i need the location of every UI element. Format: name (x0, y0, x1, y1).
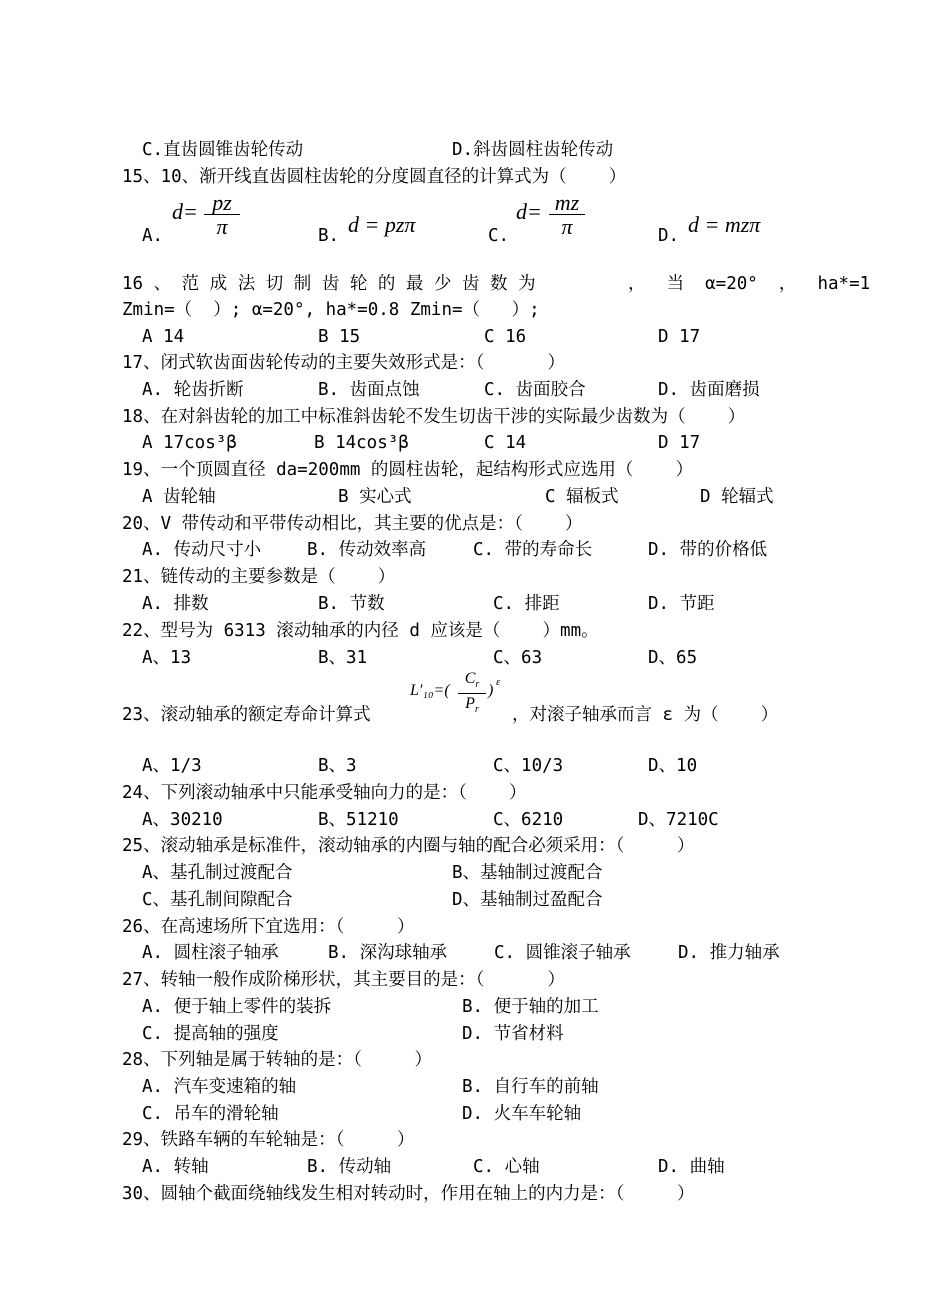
option: A. 汽车变速箱的轴 (142, 1077, 297, 1097)
option: C. 提高轴的强度 (142, 1024, 279, 1044)
option: B. 齿面点蚀 (318, 380, 420, 400)
option: D 轮辐式 (700, 487, 774, 507)
option: C 16 (484, 327, 527, 347)
option: A 14 (142, 327, 185, 347)
formula-denominator: $P_r$ (465, 695, 479, 716)
question-17: 17、闭式软齿面齿轮传动的主要失效形式是：（ ） (122, 353, 566, 373)
option: C、基孔制间隙配合 (142, 890, 293, 910)
option: A、13 (142, 648, 192, 668)
option: C. 吊车的滑轮轴 (142, 1104, 279, 1124)
option-c-label: C. (488, 226, 510, 246)
option: A、基孔制过渡配合 (142, 863, 293, 883)
formula-a-lhs: d= (172, 199, 198, 224)
formula-a-fraction (204, 190, 240, 240)
question-23-part1: 23、滚动轴承的额定寿命计算式 (122, 705, 371, 725)
question-16-part1: 16 、 范 成 法 切 制 齿 轮 的 最 少 齿 数 为 (122, 274, 536, 294)
fraction-bar (458, 693, 486, 694)
formula-a-numerator: pz (212, 190, 232, 215)
option: D. 齿面磨损 (658, 380, 760, 400)
option: D. 节省材料 (462, 1024, 564, 1044)
question-30: 30、圆轴个截面绕轴线发生相对转动时，作用在轴上的内力是：（ ） (122, 1184, 695, 1204)
question-19: 19、一个顶圆直径 da=200mm 的圆柱齿轮，起结构形式应选用（ ） (122, 460, 694, 480)
formula-c-fraction (549, 190, 585, 240)
option: C、63 (493, 648, 543, 668)
formula-b: d = pzπ (348, 212, 416, 237)
formula-c-denominator: π (561, 214, 573, 239)
option: B. 传动效率高 (307, 540, 427, 560)
option: B 15 (318, 327, 361, 347)
question-21: 21、链传动的主要参数是（ ） (122, 567, 396, 587)
option: C 14 (484, 433, 527, 453)
option: D 17 (658, 433, 701, 453)
question-16-line2: Zmin=（ ）; α=20°, ha*=0.8 Zmin=（ ）; (122, 300, 540, 320)
option-b-label: B. (318, 226, 340, 246)
option: D 17 (658, 327, 701, 347)
option-d: D.斜齿圆柱齿轮传动 (452, 140, 614, 160)
option: A. 传动尺寸小 (142, 540, 262, 560)
formula-a-denominator: π (216, 214, 228, 239)
option: D、10 (648, 756, 698, 776)
option: A 齿轮轴 (142, 487, 216, 507)
option: C、10/3 (493, 756, 564, 776)
formula-exponent: ε (496, 676, 501, 688)
question-25: 25、滚动轴承是标准件，滚动轴承的内圈与轴的配合必须采用：（ ） (122, 836, 695, 856)
option: B、3 (318, 756, 357, 776)
option: B 14cos³β (314, 433, 409, 453)
question-28: 28、下列轴是属于转轴的是：（ ） (122, 1050, 433, 1070)
option: A. 轮齿折断 (142, 380, 244, 400)
option: A. 转轴 (142, 1157, 209, 1177)
option: C. 排距 (493, 594, 560, 614)
option: D. 火车车轮轴 (462, 1104, 582, 1124)
life-formula (410, 670, 500, 726)
option: B、基轴制过渡配合 (452, 863, 603, 883)
option: A、1/3 (142, 756, 202, 776)
question-20: 20、V 带传动和平带传动相比，其主要的优点是：（ ） (122, 514, 583, 534)
option: D、基轴制过盈配合 (452, 890, 603, 910)
question-22: 22、型号为 6313 滚动轴承的内径 d 应该是（ ）mm。 (122, 621, 599, 641)
option: A. 圆柱滚子轴承 (142, 943, 279, 963)
option: C. 齿面胶合 (484, 380, 586, 400)
option: B. 自行车的前轴 (462, 1077, 599, 1097)
option-c: C.直齿圆锥齿轮传动 (142, 140, 304, 160)
option: C. 圆锥滚子轴承 (494, 943, 631, 963)
option: B. 传动轴 (307, 1157, 392, 1177)
option: A 17cos³β (142, 433, 237, 453)
option-a-label: A. (142, 226, 164, 246)
option: A、30210 (142, 810, 223, 830)
option: B. 节数 (318, 594, 385, 614)
question-27: 27、转轴一般作成阶梯形状，其主要目的是：（ ） (122, 970, 566, 990)
option: B. 深沟球轴承 (328, 943, 448, 963)
question-26: 26、在高速场所下宜选用：（ ） (122, 917, 415, 937)
option: D. 推力轴承 (678, 943, 780, 963)
option: C. 带的寿命长 (473, 540, 593, 560)
question-29: 29、铁路车辆的车轮轴是：（ ） (122, 1130, 415, 1150)
option-d-label: D. (658, 226, 680, 246)
formula-c-numerator: mz (554, 190, 580, 215)
option: C、6210 (493, 810, 564, 830)
option: D. 曲轴 (658, 1157, 725, 1177)
option: B、51210 (318, 810, 399, 830)
option: D. 节距 (648, 594, 715, 614)
formula-numerator: $C_r$ (464, 670, 480, 691)
option: D、65 (648, 648, 698, 668)
formula-right: ) (488, 682, 494, 699)
option: C. 心轴 (473, 1157, 540, 1177)
option: B. 便于轴的加工 (462, 997, 599, 1017)
question-24: 24、下列滚动轴承中只能承受轴向力的是：（ ） (122, 783, 527, 803)
option: A. 便于轴上零件的装拆 (142, 997, 332, 1017)
option: B、31 (318, 648, 368, 668)
question-16-part2: ， 当 α=20° ， ha*=1 (628, 274, 871, 294)
option: D、7210C (638, 810, 719, 830)
formula-d: d = mzπ (688, 212, 761, 237)
question-23-part2: ，对滚子轴承而言 ε 为（ ） (512, 705, 779, 725)
formula-c-lhs: d= (516, 199, 542, 224)
option: C 辐板式 (545, 487, 619, 507)
question-15: 15、10、渐开线直齿圆柱齿轮的分度圆直径的计算式为（ ） (122, 167, 627, 187)
formula-left: L′₁₀=( (410, 682, 450, 699)
option: B 实心式 (338, 487, 412, 507)
option: A. 排数 (142, 594, 209, 614)
question-18: 18、在对斜齿轮的加工中标准斜齿轮不发生切齿干涉的实际最少齿数为（ ） (122, 407, 746, 427)
option: D. 带的价格低 (648, 540, 768, 560)
